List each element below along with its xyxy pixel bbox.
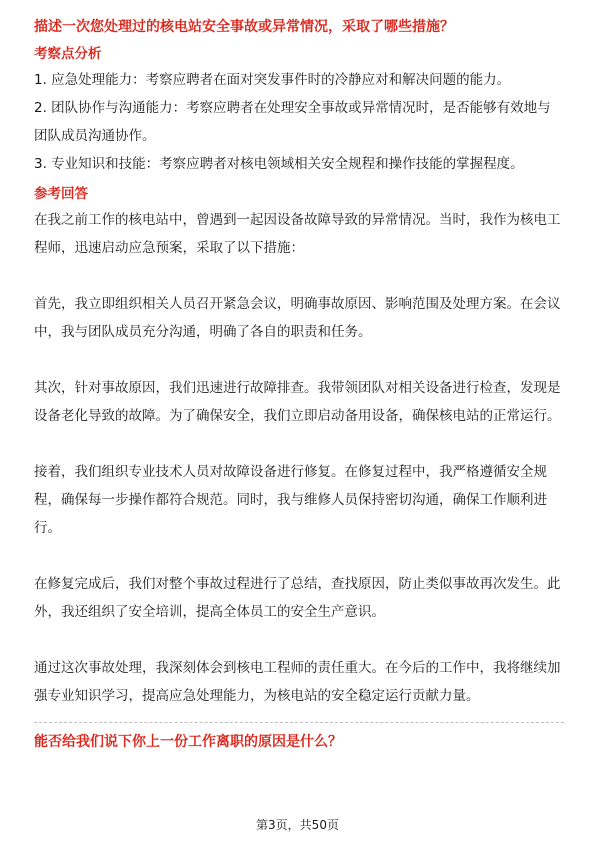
analysis-heading: 考察点分析 <box>34 46 102 62</box>
question-title-1: 描述一次您处理过的核电站安全事故或异常情况，采取了哪些措施？ <box>34 19 454 35</box>
analysis-point-1: 1. 应急处理能力：考察应聘者在面对突发事件时的冷静应对和解决问题的能力。 <box>34 72 511 88</box>
document-page <box>34 16 564 753</box>
analysis-point-2: 2. 团队协作与沟通能力：考察应聘者在处理安全事故或异常情况时，是否能够有效地与团队成员沟通协作。 <box>34 100 551 144</box>
analysis-point-3: 3. 专业知识和技能：考察应聘者对核电领域相关安全规程和操作技能的掌握程度。 <box>34 156 524 172</box>
answer-paragraph-6: 通过这次事故处理，我深刻体会到核电工程师的责任重大。在今后的工作中，我将继续加强专业知识学习，提高应急处理能力，为核电站的安全稳定运行贡献力量。 <box>34 660 561 704</box>
answer-heading: 参考回答 <box>34 186 88 202</box>
question-title-2: 能否给我们说下你上一份工作离职的原因是什么？ <box>34 734 342 750</box>
answer-paragraph-3: 其次，针对事故原因，我们迅速进行故障排查。我带领团队对相关设备进行检查，发现是设备老化导致的故障。为了确保安全，我们立即启动备用设备，确保核电站的正常运行。 <box>34 380 561 424</box>
answer-paragraph-4: 接着，我们组织专业技术人员对故障设备进行修复。在修复过程中，我严格遵循安全规程，确保每一步操作都符合规范。同时，我与维修人员保持密切沟通，确保工作顺利进行。 <box>34 464 547 536</box>
answer-paragraph-1: 在我之前工作的核电站中，曾遇到一起因设备故障导致的异常情况。当时，我作为核电工程师，迅速启动应急预案，采取了以下措施： <box>34 212 561 256</box>
answer-paragraph-2: 首先，我立即组织相关人员召开紧急会议，明确事故原因、影响范围及处理方案。在会议中，我与团队成员充分沟通，明确了各自的职责和任务。 <box>34 296 561 340</box>
section-divider <box>34 722 564 723</box>
answer-paragraph-5: 在修复完成后，我们对整个事故过程进行了总结，查找原因，防止类似事故再次发生。此外，我还组织了安全培训，提高全体员工的安全生产意识。 <box>34 576 561 620</box>
page-number-footer: 第3页，共50页 <box>256 818 339 832</box>
